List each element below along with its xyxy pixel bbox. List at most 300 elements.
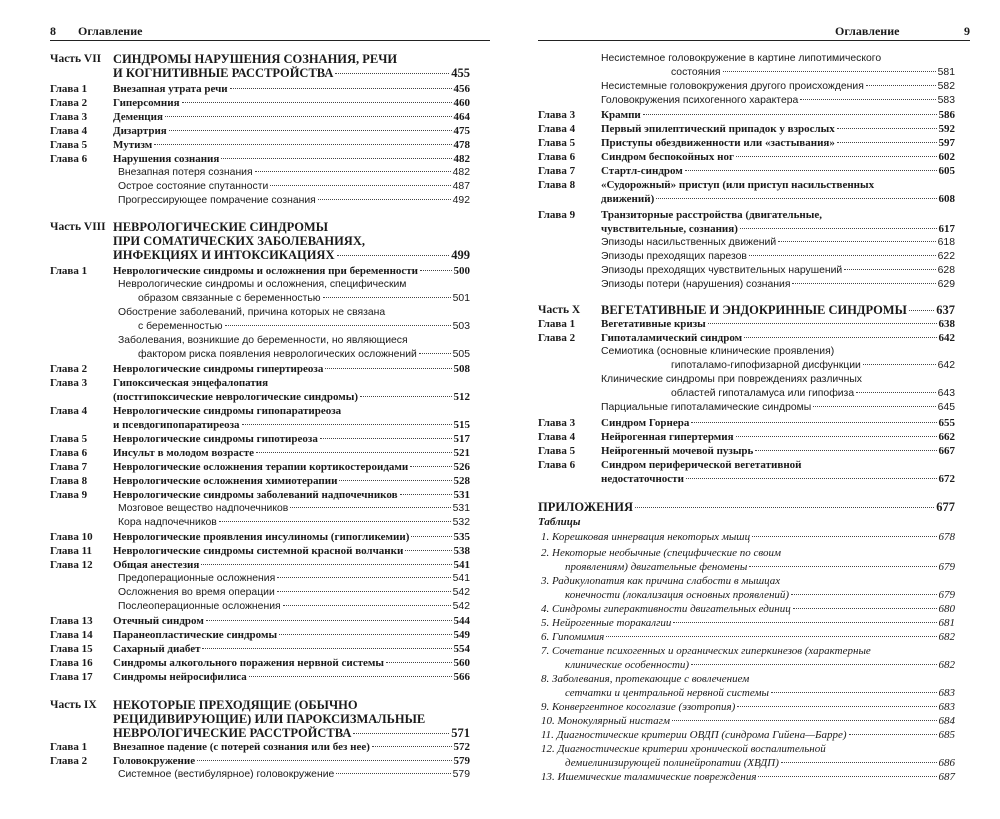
- entry-title: Гиперсомния: [113, 97, 180, 109]
- entry-title: Прогрессирующее помрачение сознания: [118, 195, 316, 206]
- page-number: 680: [938, 603, 955, 615]
- page-number: 629: [937, 279, 955, 290]
- chapter-label: Глава 1: [50, 265, 88, 277]
- dot-leader: [837, 142, 937, 143]
- entry-title: Неврологические синдромы заболеваний надпочечников: [113, 489, 398, 501]
- page-number: 542: [452, 601, 470, 612]
- right-header-rule: [538, 40, 970, 41]
- toc-entry: [138, 348, 470, 362]
- dot-leader: [277, 577, 450, 578]
- toc-entry: [113, 558, 470, 572]
- page-number: 637: [936, 303, 955, 317]
- toc-entry: [601, 373, 862, 387]
- page-number: 686: [938, 757, 955, 769]
- entry-title: (постгипоксические неврологические синдромы): [113, 391, 358, 403]
- entry-title: конечности (локализация основных проявлений): [565, 589, 790, 601]
- toc-entry: [113, 96, 470, 110]
- toc-entry: [118, 572, 470, 586]
- dot-leader: [411, 536, 451, 537]
- toc-entry: [113, 432, 470, 446]
- page-number: 628: [937, 265, 955, 276]
- page-number: 505: [452, 349, 470, 360]
- toc-entry: [118, 502, 470, 516]
- toc-entry: [113, 474, 470, 488]
- toc-entry: [601, 136, 955, 150]
- toc-entry: [565, 560, 955, 574]
- dot-leader: [360, 396, 452, 397]
- entry-title: Нейрогенный мочевой пузырь: [601, 445, 754, 457]
- dot-leader: [771, 692, 937, 693]
- toc-entry: [671, 359, 955, 373]
- entry-title: Транзиторные расстройства (двигательные,: [601, 209, 822, 221]
- page-number: 586: [938, 109, 955, 121]
- entry-title: Гипоксическая энцефалопатия: [113, 377, 269, 389]
- chapter-label: Глава 2: [50, 755, 88, 767]
- page-number: 672: [938, 473, 955, 485]
- page-number: 602: [938, 151, 955, 163]
- chapter-label: Глава 5: [50, 139, 88, 151]
- page-number: 645: [937, 402, 955, 413]
- entry-title: 10. Монокулярный нистагм: [541, 715, 670, 727]
- part-label: Часть IX: [50, 699, 97, 711]
- dot-leader: [673, 622, 936, 623]
- chapter-label: Глава 17: [50, 671, 93, 683]
- entry-title: НЕКОТОРЫЕ ПРЕХОДЯЩИЕ (ОБЫЧНО: [113, 698, 358, 712]
- toc-entry: [541, 770, 955, 784]
- toc-entry: [601, 94, 955, 108]
- dot-leader: [778, 241, 936, 242]
- chapter-label: Глава 16: [50, 657, 93, 669]
- dot-leader: [723, 71, 936, 72]
- entry-title: Головокружения психогенного характера: [601, 95, 799, 106]
- entry-title: ПРИ СОМАТИЧЕСКИХ ЗАБОЛЕВАНИЯХ,: [113, 234, 365, 248]
- dot-leader: [318, 199, 451, 200]
- chapter-label: Глава 4: [50, 125, 88, 137]
- page-number: 521: [453, 447, 470, 459]
- page-number: 592: [938, 123, 955, 135]
- entry-title: областей гипоталамуса или гипофиза: [671, 388, 855, 399]
- right-header: [835, 24, 970, 39]
- dot-leader: [336, 773, 450, 774]
- entry-title: Синдромы нейросифилиса: [113, 671, 247, 683]
- toc-entry: [541, 672, 749, 686]
- dot-leader: [866, 85, 936, 86]
- toc-entry: [113, 656, 470, 670]
- dot-leader: [849, 734, 937, 735]
- entry-title: Первый эпилептический припадок у взрослых: [601, 123, 835, 135]
- dot-leader: [353, 733, 449, 734]
- page-number: 500: [453, 265, 470, 277]
- page-number: 679: [938, 589, 955, 601]
- toc-entry: [118, 278, 406, 292]
- page-number: 455: [451, 66, 470, 80]
- dot-leader: [781, 762, 937, 763]
- dot-leader: [325, 368, 451, 369]
- entry-title: РЕЦИДИВИРУЮЩИЕ) ИЛИ ПАРОКСИЗМАЛЬНЫЕ: [113, 712, 426, 726]
- dot-leader: [154, 144, 451, 145]
- entry-title: Деменция: [113, 111, 163, 123]
- page-number: 581: [937, 67, 955, 78]
- dot-leader: [249, 676, 452, 677]
- toc-entry: [601, 458, 802, 472]
- dot-leader: [793, 608, 937, 609]
- dot-leader: [372, 746, 452, 747]
- dot-leader: [837, 128, 937, 129]
- entry-title: Неврологические проявления инсулиномы (гипогликемии): [113, 531, 410, 543]
- toc-entry: [118, 194, 470, 208]
- entry-title: демиелинизирующей полинейропатии (ХВДП): [565, 757, 779, 769]
- chapter-label: Глава 1: [50, 83, 88, 95]
- toc-entry: [601, 401, 955, 415]
- toc-entry: [113, 530, 470, 544]
- toc-entry: [601, 345, 834, 359]
- dot-leader: [643, 114, 937, 115]
- entry-title: Синдромы алкогольного поражения нервной системы: [113, 657, 384, 669]
- page-number: 541: [453, 559, 470, 571]
- toc-entry: [601, 416, 955, 430]
- page-number: 597: [938, 137, 955, 149]
- toc-entry: [565, 588, 955, 602]
- toc-entry: [113, 712, 425, 726]
- dot-leader: [270, 185, 450, 186]
- dot-leader: [320, 438, 452, 439]
- entry-title: Неврологические синдромы системной красной волчанки: [113, 545, 404, 557]
- page-number: 662: [938, 431, 955, 443]
- dot-leader: [255, 171, 451, 172]
- chapter-label: Глава 2: [50, 363, 88, 375]
- entry-title: Эпизоды преходящих парезов: [601, 251, 747, 262]
- toc-entry: [601, 208, 822, 222]
- dot-leader: [201, 564, 451, 565]
- dot-leader: [279, 634, 451, 635]
- entry-title: Несистемные головокружения другого происхождения: [601, 81, 864, 92]
- page-number: 605: [938, 165, 955, 177]
- dot-leader: [277, 591, 451, 592]
- entry-title: Синдром беспокойных ног: [601, 151, 734, 163]
- toc-entry: [538, 515, 581, 529]
- page-number: 456: [453, 83, 470, 95]
- entry-title: и псевдогипопаратиреоза: [113, 419, 240, 431]
- chapter-label: Глава 8: [50, 475, 88, 487]
- dot-leader: [685, 170, 937, 171]
- page-number: 531: [453, 489, 470, 501]
- entry-title: 8. Заболевания, протекающие с вовлечением: [541, 673, 750, 685]
- dot-leader: [791, 594, 936, 595]
- chapter-label: Глава 1: [50, 741, 88, 753]
- page-number: 515: [453, 419, 470, 431]
- toc-entry: [671, 66, 955, 80]
- dot-leader: [225, 325, 451, 326]
- entry-title: Отечный синдром: [113, 615, 204, 627]
- dot-leader: [197, 760, 451, 761]
- chapter-label: Глава 6: [50, 447, 88, 459]
- chapter-label: Глава 4: [50, 405, 88, 417]
- page-number: 566: [453, 671, 470, 683]
- page-number: 667: [938, 445, 955, 457]
- entry-title: гипоталамо-гипофизарной дисфункции: [671, 360, 861, 371]
- entry-title: 5. Нейрогенные торакалгии: [541, 617, 672, 629]
- toc-entry: [538, 500, 955, 514]
- toc-entry: [113, 220, 328, 234]
- toc-entry: [118, 306, 385, 320]
- toc-entry: [113, 670, 470, 684]
- entry-title: Крампи: [601, 109, 641, 121]
- chapter-label: Глава 4: [538, 431, 576, 443]
- page-number: 685: [938, 729, 955, 741]
- toc-entry: [118, 516, 470, 530]
- left-page-number: 8: [50, 24, 56, 38]
- entry-title: Несистемное головокружение в картине липотимического: [601, 53, 882, 64]
- right-header-title: Оглавление: [835, 24, 900, 38]
- entry-title: Вегетативные кризы: [601, 318, 706, 330]
- toc-entry: [601, 317, 955, 331]
- chapter-label: Глава 5: [538, 445, 576, 457]
- page-number: 687: [938, 771, 955, 783]
- toc-entry: [541, 700, 955, 714]
- toc-entry: [118, 586, 470, 600]
- toc-entry: [541, 546, 781, 560]
- toc-entry: [118, 334, 408, 348]
- entry-title: Сахарный диабет: [113, 643, 201, 655]
- toc-entry: [113, 390, 470, 404]
- chapter-label: Глава 7: [538, 165, 576, 177]
- entry-title: ПРИЛОЖЕНИЯ: [538, 500, 633, 514]
- toc-entry: [601, 250, 955, 264]
- entry-title: Мозговое вещество надпочечников: [118, 503, 289, 514]
- toc-entry: [113, 614, 470, 628]
- page-number: 482: [453, 153, 470, 165]
- dot-leader: [755, 450, 936, 451]
- toc-entry: [113, 740, 470, 754]
- entry-title: Внезапная утрата речи: [113, 83, 228, 95]
- toc-entry: [113, 698, 358, 712]
- chapter-label: Глава 3: [538, 417, 576, 429]
- toc-entry: [601, 236, 955, 250]
- toc-entry: [541, 530, 955, 544]
- dot-leader: [744, 337, 936, 338]
- dot-leader: [256, 452, 452, 453]
- dot-leader: [386, 662, 452, 663]
- chapter-label: Глава 2: [538, 332, 576, 344]
- page-number: 618: [937, 237, 955, 248]
- entry-title: Заболевания, возникшие до беременности, но являющиеся: [118, 335, 408, 346]
- entry-title: Острое состояние спутанности: [118, 181, 269, 192]
- page-number: 682: [938, 659, 955, 671]
- page-number: 535: [453, 531, 470, 543]
- dot-leader: [856, 392, 936, 393]
- entry-title: 1. Корешковая иннервация некоторых мышц: [541, 531, 751, 543]
- page-number: 622: [937, 251, 955, 262]
- dot-leader: [758, 776, 936, 777]
- toc-entry: [541, 728, 955, 742]
- entry-title: Дизартрия: [113, 125, 167, 137]
- page-number: 683: [938, 701, 955, 713]
- toc-entry: [113, 264, 470, 278]
- toc-entry: [601, 264, 955, 278]
- toc-entry: [671, 387, 955, 401]
- entry-title: 2. Некоторые необычные (специфические по своим: [541, 547, 782, 559]
- dot-leader: [909, 310, 934, 311]
- entry-title: Неврологические синдромы гипертиреоза: [113, 363, 324, 375]
- entry-title: НЕВРОЛОГИЧЕСКИЕ РАССТРОЙСТВА: [113, 726, 352, 740]
- right-page: [505, 0, 1000, 819]
- entry-title: Внезапная потеря сознания: [118, 167, 253, 178]
- entry-title: Нарушения сознания: [113, 153, 220, 165]
- dot-leader: [656, 198, 936, 199]
- dot-leader: [672, 720, 937, 721]
- chapter-label: Глава 11: [50, 545, 93, 557]
- page-number: 617: [938, 223, 955, 235]
- page-number: 643: [937, 388, 955, 399]
- dot-leader: [219, 521, 451, 522]
- page-number: 682: [938, 631, 955, 643]
- dot-leader: [863, 364, 936, 365]
- page-number: 503: [452, 321, 470, 332]
- dot-leader: [419, 353, 451, 354]
- page-number: 684: [938, 715, 955, 727]
- page-number: 683: [938, 687, 955, 699]
- toc-entry: [113, 110, 470, 124]
- part-label: Часть VIII: [50, 221, 106, 233]
- toc-entry: [601, 222, 955, 236]
- page-number: 464: [453, 111, 470, 123]
- toc-entry: [601, 331, 955, 345]
- page-number: 517: [453, 433, 470, 445]
- toc-entry: [118, 180, 470, 194]
- page-number: 532: [452, 517, 470, 528]
- entry-title: Кора надпочечников: [118, 517, 217, 528]
- chapter-label: Глава 3: [50, 377, 88, 389]
- toc-entry: [113, 446, 470, 460]
- chapter-label: Глава 6: [50, 153, 88, 165]
- entry-title: с беременностью: [138, 321, 223, 332]
- page-number: 642: [938, 332, 955, 344]
- dot-leader: [400, 494, 452, 495]
- dot-leader: [740, 228, 937, 229]
- entry-title: 9. Конвергентное косоглазие (эзотропия): [541, 701, 736, 713]
- entry-title: Синдром Горнера: [601, 417, 690, 429]
- page-number: 549: [453, 629, 470, 641]
- entry-title: недостаточности: [601, 473, 684, 485]
- entry-title: Синдром периферической вегетативной: [601, 459, 802, 471]
- page-number: 478: [453, 139, 470, 151]
- entry-title: Головокружение: [113, 755, 196, 767]
- entry-title: Клинические синдромы при повреждениях различных: [601, 374, 862, 385]
- dot-leader: [242, 424, 452, 425]
- entry-title: сетчатки и центральной нервной системы: [565, 687, 769, 699]
- dot-leader: [230, 88, 452, 89]
- toc-entry: [113, 152, 470, 166]
- entry-title: фактором риска появления неврологических осложнений: [138, 349, 417, 360]
- toc-entry: [113, 754, 470, 768]
- entry-title: Неврологические синдромы и осложнения при беременности: [113, 265, 419, 277]
- chapter-label: Глава 5: [50, 433, 88, 445]
- entry-title: Неврологические синдромы гипопаратиреоза: [113, 405, 342, 417]
- entry-title: И КОГНИТИВНЫЕ РАССТРОЙСТВА: [113, 66, 334, 80]
- entry-title: ВЕГЕТАТИВНЫЕ И ЭНДОКРИННЫЕ СИНДРОМЫ: [601, 303, 907, 317]
- dot-leader: [691, 422, 936, 423]
- dot-leader: [410, 466, 451, 467]
- entry-title: Внезапное падение (с потерей сознания или без нее): [113, 741, 370, 753]
- toc-entry: [113, 628, 470, 642]
- chapter-label: Глава 2: [50, 97, 88, 109]
- entry-title: Общая анестезия: [113, 559, 200, 571]
- toc-entry: [541, 602, 955, 616]
- dot-leader: [221, 158, 451, 159]
- entry-title: 7. Сочетание психогенных и органических гиперкинезов (характерные: [541, 645, 871, 657]
- toc-entry: [113, 82, 470, 96]
- entry-title: проявлениям) двигательные феномены: [565, 561, 748, 573]
- page-number: 678: [938, 531, 955, 543]
- toc-entry: [113, 642, 470, 656]
- page-number: 638: [938, 318, 955, 330]
- page-number: 571: [451, 726, 470, 740]
- toc-entry: [113, 488, 470, 502]
- entry-title: ИНФЕКЦИЯХ И ИНТОКСИКАЦИЯХ: [113, 248, 335, 262]
- chapter-label: Глава 9: [50, 489, 88, 501]
- toc-entry: [601, 108, 955, 122]
- page-number: 560: [453, 657, 470, 669]
- toc-entry: [113, 404, 341, 418]
- toc-entry: [113, 460, 470, 474]
- toc-entry: [541, 742, 826, 756]
- page-number: 544: [453, 615, 470, 627]
- dot-leader: [708, 323, 937, 324]
- toc-entry: [601, 52, 881, 66]
- chapter-label: Глава 12: [50, 559, 93, 571]
- toc-entry: [541, 630, 955, 644]
- dot-leader: [290, 507, 450, 508]
- dot-leader: [165, 116, 452, 117]
- entry-title: чувствительные, сознания): [601, 223, 738, 235]
- left-page: [0, 0, 495, 819]
- dot-leader: [182, 102, 452, 103]
- toc-entry: [601, 278, 955, 292]
- toc-entry: [113, 362, 470, 376]
- left-header: [50, 24, 142, 39]
- entry-title: 11. Диагностические критерии ОВДП (синдрома Гийена—Барре): [541, 729, 847, 741]
- page-number: 583: [937, 95, 955, 106]
- entry-title: Неврологические осложнения терапии кортикостероидами: [113, 461, 409, 473]
- toc-entry: [113, 234, 365, 248]
- entry-title: движений): [601, 193, 655, 205]
- toc-entry: [113, 726, 470, 740]
- entry-title: Предоперационные осложнения: [118, 573, 276, 584]
- toc-entry: [565, 756, 955, 770]
- toc-entry: [601, 472, 955, 486]
- page-number: 608: [938, 193, 955, 205]
- toc-entry: [138, 292, 470, 306]
- toc-entry: [565, 658, 955, 672]
- page-number: 554: [453, 643, 470, 655]
- dot-leader: [736, 436, 937, 437]
- entry-title: Приступы обездвиженности или «застывания»: [601, 137, 835, 149]
- dot-leader: [206, 620, 452, 621]
- page-number: 681: [938, 617, 955, 629]
- dot-leader: [323, 297, 451, 298]
- page-number: 460: [453, 97, 470, 109]
- entry-title: Нейрогенная гипертермия: [601, 431, 734, 443]
- toc-entry: [113, 544, 470, 558]
- chapter-label: Глава 5: [538, 137, 576, 149]
- page-number: 482: [452, 167, 470, 178]
- entry-title: Эпизоды потери (нарушения) сознания: [601, 279, 791, 290]
- entry-title: Стартл-синдром: [601, 165, 683, 177]
- page-number: 492: [452, 195, 470, 206]
- dot-leader: [335, 73, 449, 74]
- entry-title: состояния: [671, 67, 721, 78]
- page-number: 579: [452, 769, 470, 780]
